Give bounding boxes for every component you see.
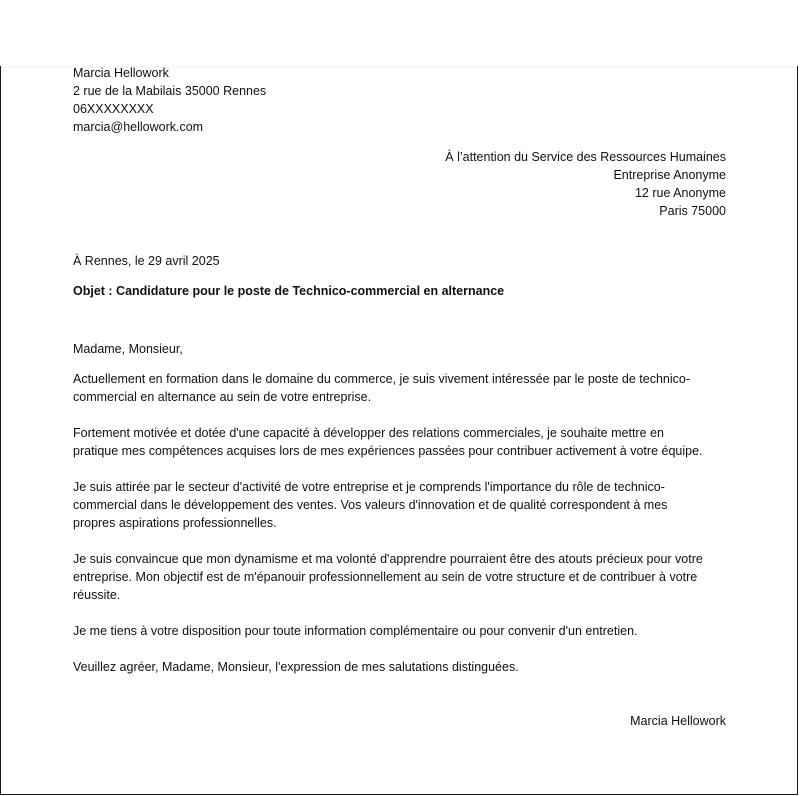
recipient-attention: À l’attention du Service des Ressources Humaines xyxy=(445,150,726,164)
paragraph-line: Je suis attirée par le secteur d'activité de votre entreprise et je comprends l'importance du rôle de technico- xyxy=(73,480,665,494)
paragraph-line: Je me tiens à votre disposition pour toute information complémentaire ou pour convenir d'un entretien. xyxy=(73,624,638,638)
signature: Marcia Hellowork xyxy=(630,714,726,728)
paragraph-line: Actuellement en formation dans le domaine du commerce, je suis vivement intéressée par le poste de technico- xyxy=(73,372,690,386)
sender-name: Marcia Hellowork xyxy=(73,66,169,80)
top-band xyxy=(0,0,800,66)
paragraph-line: pratique mes compétences acquises lors de mes expériences passées pour contribuer activement à votre équipe. xyxy=(73,444,703,458)
paragraph-line: Veuillez agréer, Madame, Monsieur, l'expression de mes salutations distinguées. xyxy=(73,660,519,674)
paragraph-line: propres aspirations professionnelles. xyxy=(73,516,277,530)
paragraph-line: commercial dans le développement des ventes. Vos valeurs d'innovation et de qualité correspondent à mes xyxy=(73,498,668,512)
letter-page xyxy=(0,66,798,795)
paragraph-line: entreprise. Mon objectif est de m'épanouir professionnellement au sein de votre structure et de contribuer à votre xyxy=(73,570,698,584)
paragraph-line: Fortement motivée et dotée d'une capacité à développer des relations commerciales, je souhaite mettre en xyxy=(73,426,664,440)
sender-address: 2 rue de la Mabilais 35000 Rennes xyxy=(73,84,267,98)
recipient-company: Entreprise Anonyme xyxy=(613,168,726,182)
paragraph-line: commercial en alternance au sein de votre entreprise. xyxy=(73,390,372,404)
paragraph-line: réussite. xyxy=(73,588,121,602)
recipient-city: Paris 75000 xyxy=(659,204,726,218)
subject-line: Objet : Candidature pour le poste de Technico-commercial en alternance xyxy=(73,284,505,298)
date-line: À Rennes, le 29 avril 2025 xyxy=(73,254,220,268)
paragraph-line: Je suis convaincue que mon dynamisme et ma volonté d'apprendre pourraient être des atouts précieux pour votre xyxy=(73,552,703,566)
sender-email: marcia@hellowork.com xyxy=(73,120,204,134)
recipient-street: 12 rue Anonyme xyxy=(634,186,726,200)
sender-phone: 06XXXXXXXX xyxy=(73,102,154,116)
salutation: Madame, Monsieur, xyxy=(73,342,183,356)
